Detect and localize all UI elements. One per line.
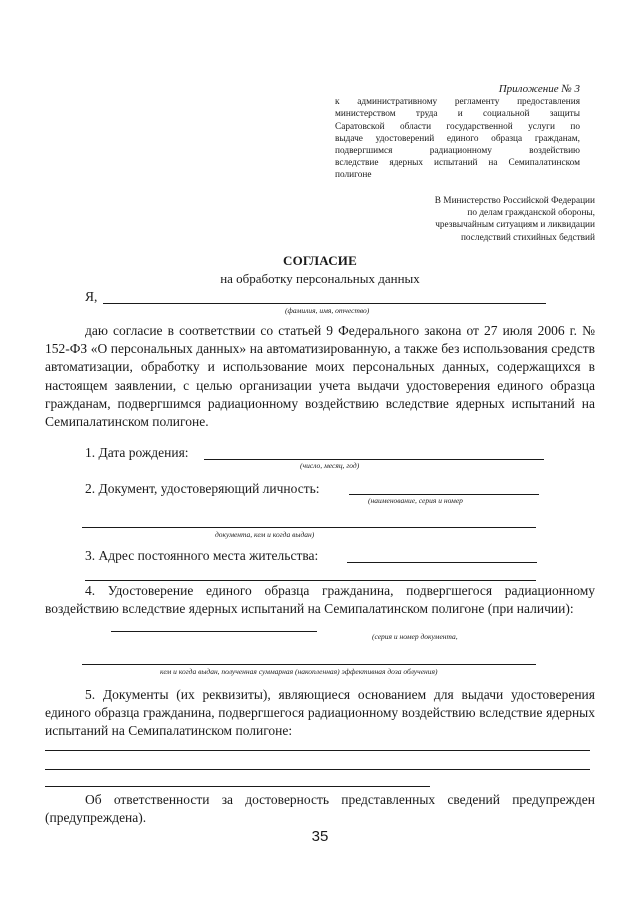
- certificate-caption: (серия и номер документа,: [372, 632, 458, 641]
- appendix-header: [335, 83, 580, 182]
- appendix-line: подвергшимся радиационному воздействию: [335, 146, 580, 157]
- appendix-line: вследствие ядерных испытаний на Семипалатинском: [335, 158, 580, 169]
- responsibility-statement: Об ответственности за достоверность представленных сведений предупрежден (предупреждена).: [45, 792, 595, 826]
- address-label: 3. Адрес постоянного места жительства:: [85, 548, 319, 563]
- document-title: СОГЛАСИЕ: [282, 253, 357, 268]
- documents-label: 5. Документы (их реквизиты), являющиеся основанием для выдачи удостоверения единого образца гражданина, подвергшегося радиационному воздействию вследствие ядерных испытаний на Семипалатинском полигоне:: [45, 687, 595, 739]
- appendix-line: выдаче удостоверений единого образца гражданам,: [335, 133, 580, 144]
- certificate-field-continued[interactable]: [82, 664, 536, 665]
- document-subtitle: на обработку персональных данных: [220, 271, 420, 286]
- full-name-field[interactable]: [103, 303, 546, 304]
- i-label: Я,: [85, 289, 98, 304]
- birth-date-label: 1. Дата рождения:: [85, 445, 189, 460]
- addressee-line: В Министерство Российской Федерации: [434, 196, 595, 206]
- documents-field-line-3[interactable]: [45, 786, 430, 787]
- id-document-label: 2. Документ, удостоверяющий личность:: [85, 481, 320, 496]
- birth-date-caption: (число, месяц, год): [300, 461, 360, 470]
- certificate-field[interactable]: [111, 631, 317, 632]
- id-document-field[interactable]: [349, 494, 539, 495]
- appendix-line: Саратовской области государственной услуги по: [335, 121, 580, 132]
- id-document-caption-continued: документа, кем и когда выдан): [215, 530, 315, 539]
- addressee-line: по делам гражданской обороны,: [467, 208, 595, 219]
- addressee-line: чрезвычайным ситуациям и ликвидации: [435, 220, 595, 231]
- full-name-caption: (фамилия, имя, отчество): [285, 306, 370, 315]
- birth-date-field[interactable]: [204, 459, 544, 460]
- certificate-caption-continued: кем и когда выдан, полученная суммарная (накопленная) эффективная доза облучения): [160, 667, 438, 676]
- appendix-line: министерством труда и социальной защиты: [335, 109, 580, 120]
- address-field[interactable]: [347, 562, 537, 563]
- page-number: 35: [311, 828, 329, 845]
- appendix-line: полигоне: [335, 170, 372, 181]
- appendix-title: Приложение № 3: [498, 83, 580, 95]
- appendix-line: к административному регламенту предоставления: [335, 97, 580, 108]
- consent-paragraph: даю согласие в соответствии со статьей 9 Федерального закона от 27 июля 2006 г. № 152-ФЗ «О персональных данных» на автоматизированную, а также без использования средств автоматизации, обработку и использование моих персональных данных, содержащихся в настоящем заявлении, с целью организации учета выдачи удостоверения единого образца гражданам, подвергшимся радиационному воздействию вследствие ядерных испытаний на Семипалатинском полигоне.: [45, 323, 595, 430]
- id-document-field-continued[interactable]: [82, 527, 536, 528]
- addressee-block: [375, 195, 595, 244]
- address-field-continued[interactable]: [85, 580, 536, 581]
- documents-field-line-1[interactable]: [45, 750, 590, 751]
- documents-field-line-2[interactable]: [45, 769, 590, 770]
- certificate-label: 4. Удостоверение единого образца гражданина, подвергшегося радиационному воздействию вследствие ядерных испытаний на Семипалатинском полигоне (при наличии):: [45, 583, 595, 617]
- addressee-line: последствий стихийных бедствий: [460, 232, 595, 243]
- id-document-caption: (наименование, серия и номер: [368, 496, 463, 505]
